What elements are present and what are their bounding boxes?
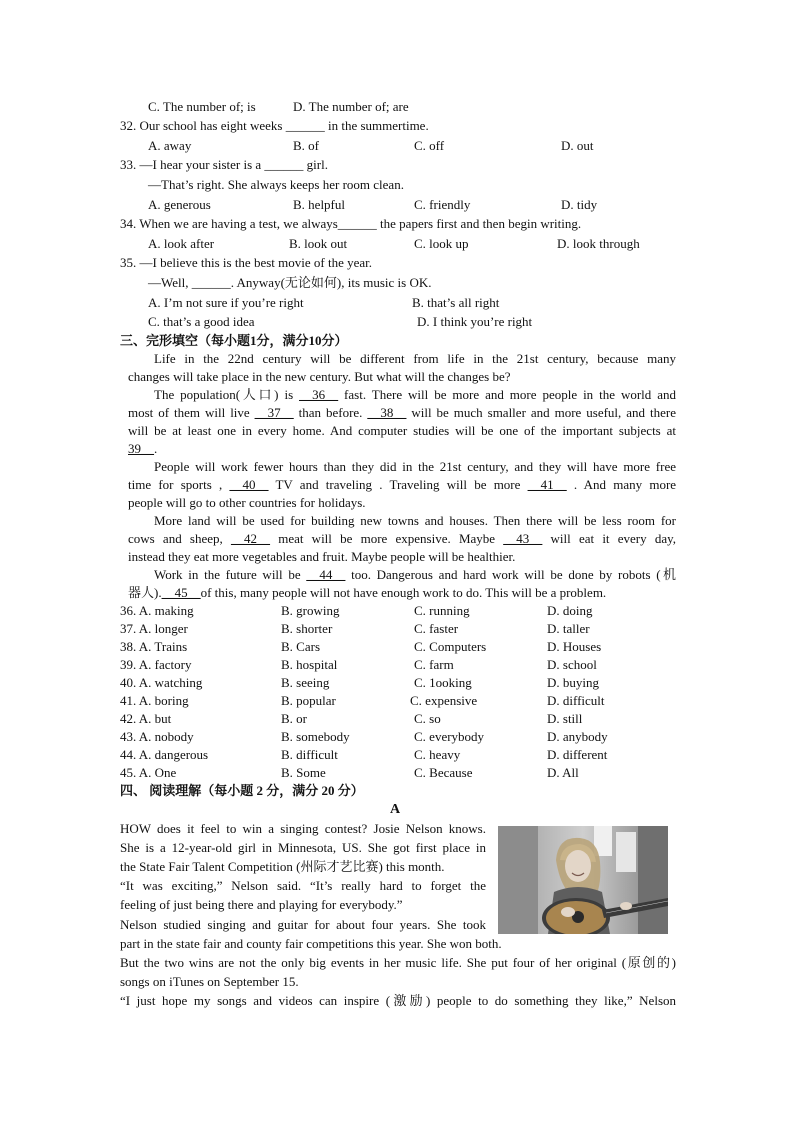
q31-option-c: C. The number of; is xyxy=(148,99,256,114)
cloze-option: 36. A. making xyxy=(120,603,194,618)
cloze-option: C. faster xyxy=(414,621,459,636)
section3-title: 三、完形填空（每小题1分，满分10分） xyxy=(120,333,348,348)
section4-title: 四、 阅读理解（每小题 2 分，满分 20 分） xyxy=(120,783,364,798)
q35-reply: —Well, ______. Anyway(无论如何), its music is OK. xyxy=(148,275,432,290)
q34-option-a: A. look after xyxy=(148,236,215,251)
cloze-option: 38. A. Trains xyxy=(120,639,188,654)
cloze-option: C. heavy xyxy=(414,747,461,762)
reading-line-5: feeling of just being there and playing for everybody.” xyxy=(120,897,403,912)
reading-line-4: “It was exciting,” Nelson said. “It’s really hard to forget the xyxy=(120,878,486,893)
cloze-option: C. everybody xyxy=(414,729,485,744)
cloze-option: C. Because xyxy=(414,765,473,780)
passage-p5-line1: Work in the future will be __44__ too. Dangerous and hard work will be done by robots (机 xyxy=(154,567,677,582)
q33-option-c: C. friendly xyxy=(414,197,471,212)
reading-line-9: songs on iTunes on September 15. xyxy=(120,974,299,989)
cloze-option: 44. A. dangerous xyxy=(120,747,209,762)
cloze-option: B. popular xyxy=(281,693,336,708)
cloze-option: D. Houses xyxy=(547,639,602,654)
cloze-option: C. 1ooking xyxy=(414,675,472,690)
cloze-option: B. seeing xyxy=(281,675,330,690)
q32-option-d: D. out xyxy=(561,138,594,153)
reading-line-3: the State Fair Talent Competition (州际才艺比赛) this month. xyxy=(120,859,445,874)
cloze-option: B. somebody xyxy=(281,729,350,744)
reading-line-6: Nelson studied singing and guitar for about four years. She took xyxy=(120,917,486,932)
q35-option-a: A. I’m not sure if you’re right xyxy=(148,295,304,310)
cloze-option: D. school xyxy=(547,657,597,672)
passage-p2-line2: most of them will live __37__ than before. __38__ will be much smaller and more useful, and there xyxy=(128,405,676,420)
reading-line-2: She is a 12-year-old girl in Minnesota, US. She got first place in xyxy=(120,840,486,855)
cloze-option: B. or xyxy=(281,711,307,726)
cloze-option: C. running xyxy=(414,603,470,618)
passage-p2-line4: 39__. xyxy=(128,441,158,456)
cloze-option: 37. A. longer xyxy=(120,621,188,636)
cloze-option: D. doing xyxy=(547,603,593,618)
guitar-girl-photo xyxy=(498,826,668,934)
q34-option-d: D. look through xyxy=(557,236,640,251)
q32-option-c: C. off xyxy=(414,138,445,153)
cloze-option: D. taller xyxy=(547,621,590,636)
q32-stem: 32. Our school has eight weeks ______ in the summertime. xyxy=(120,118,429,133)
q32-option-b: B. of xyxy=(293,138,319,153)
q33-option-a: A. generous xyxy=(148,197,211,212)
q35-option-b: B. that’s all right xyxy=(412,295,500,310)
q33-reply: —That’s right. She always keeps her room clean. xyxy=(148,177,404,192)
cloze-option: C. so xyxy=(414,711,441,726)
reading-line-1: HOW does it feel to win a singing contest? Josie Nelson knows. xyxy=(120,821,486,836)
q34-stem: 34. When we are having a test, we always______ the papers first and then begin writing. xyxy=(120,216,582,231)
passage-p4-line2: cows and sheep, __42__ meat will be more expensive. Maybe __43__ will eat it every day, xyxy=(128,531,677,546)
passage-p4-line1: More land will be used for building new towns and houses. Then there will be less room for xyxy=(154,513,676,528)
cloze-option: 43. A. nobody xyxy=(120,729,194,744)
cloze-option: D. All xyxy=(547,765,579,780)
q35-stem: 35. —I believe this is the best movie of the year. xyxy=(120,255,372,270)
passage-p3-line3: people will go to other countries for holidays. xyxy=(128,495,366,510)
passage-p3-line2: time for sports , __40__ TV and traveling . Traveling will be more __41__ . And many more xyxy=(128,477,677,492)
passage-p2-line3: will be at least one in every home. And computer studies will be one of the important subjects at xyxy=(128,423,676,438)
passage-p5-line2: 器人).__45__of this, many people will not have enough work to do. This will be a problem. xyxy=(128,585,607,600)
cloze-option: B. shorter xyxy=(281,621,333,636)
cloze-option: 41. A. boring xyxy=(120,693,189,708)
cloze-option: D. anybody xyxy=(547,729,608,744)
passage-p1-line2: changes will take place in the new century. But what will the changes be? xyxy=(128,369,511,384)
cloze-option: B. Cars xyxy=(281,639,320,654)
cloze-option: D. different xyxy=(547,747,608,762)
q34-option-c: C. look up xyxy=(414,236,469,251)
cloze-option: B. growing xyxy=(281,603,340,618)
q33-option-d: D. tidy xyxy=(561,197,598,212)
reading-line-7: part in the state fair and county fair competitions this year. She won both. xyxy=(120,936,502,951)
passage-p4-line3: instead they eat more vegetables and fruit. Maybe people will be healthier. xyxy=(128,549,516,564)
cloze-option: B. hospital xyxy=(281,657,338,672)
cloze-option: C. Computers xyxy=(414,639,487,654)
passage-p1-line1: Life in the 22nd century will be different from life in the 21st century, because many xyxy=(154,351,676,366)
cloze-option: C. farm xyxy=(414,657,454,672)
reading-line-10: “I just hope my songs and videos can inspire (激励) people to do something they like,” Nelson xyxy=(120,993,676,1008)
q35-option-d: D. I think you’re right xyxy=(417,314,533,329)
passage-p3-line1: People will work fewer hours than they did in the 21st century, and they will have more free xyxy=(154,459,676,474)
cloze-option: 45. A. One xyxy=(120,765,177,780)
passage-p2-line1: The population(人口) is __36__ fast. There will be more and more people in the world and xyxy=(154,387,676,402)
cloze-option: 39. A. factory xyxy=(120,657,192,672)
q33-option-b: B. helpful xyxy=(293,197,345,212)
cloze-option: D. difficult xyxy=(547,693,605,708)
q35-option-c: C. that’s a good idea xyxy=(148,314,255,329)
reading-line-8: But the two wins are not the only big events in her music life. She put four of her original (原创的) xyxy=(120,955,676,970)
reading-part-label: A xyxy=(390,802,401,817)
cloze-option: C. expensive xyxy=(410,693,478,708)
cloze-option: B. Some xyxy=(281,765,326,780)
q33-stem: 33. —I hear your sister is a ______ girl. xyxy=(120,157,328,172)
q31-option-d: D. The number of; are xyxy=(293,99,409,114)
cloze-option: 42. A. but xyxy=(120,711,172,726)
q34-option-b: B. look out xyxy=(289,236,348,251)
cloze-option: B. difficult xyxy=(281,747,338,762)
q32-option-a: A. away xyxy=(148,138,192,153)
cloze-option: 40. A. watching xyxy=(120,675,203,690)
cloze-option: D. buying xyxy=(547,675,599,690)
cloze-option: D. still xyxy=(547,711,583,726)
